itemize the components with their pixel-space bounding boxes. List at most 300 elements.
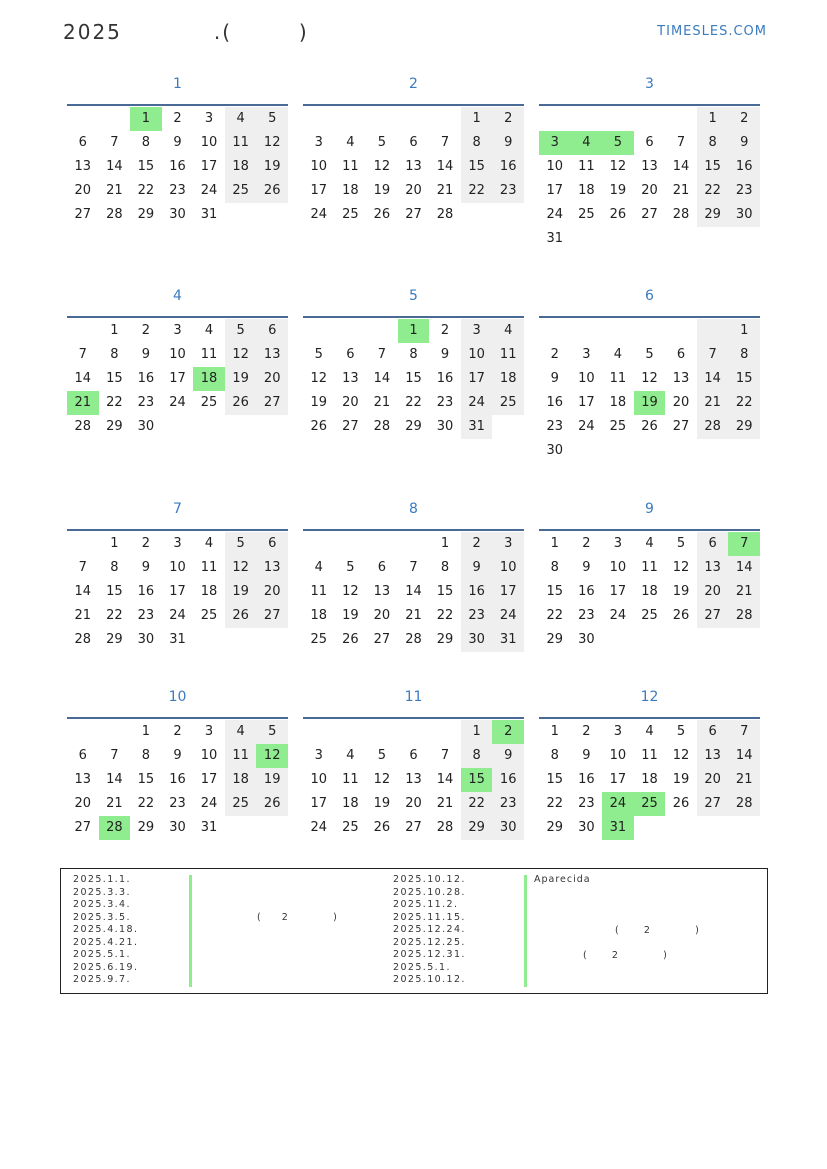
empty-cell bbox=[225, 628, 257, 652]
day-cell: 20 bbox=[74, 796, 92, 811]
month-rule bbox=[303, 529, 524, 531]
day-cell: 26 bbox=[256, 179, 288, 203]
day-cell: 13 bbox=[373, 584, 391, 599]
day-cell: 31 bbox=[461, 415, 493, 439]
day-cell: 24 bbox=[546, 207, 564, 222]
day-cell: 25 bbox=[342, 820, 359, 835]
day-cell: 23 bbox=[492, 179, 524, 203]
day-cell: 10 bbox=[310, 772, 328, 787]
empty-cell bbox=[634, 227, 666, 251]
legend-date: 2025.3.3. bbox=[73, 886, 131, 898]
day-cell: 18 bbox=[193, 367, 225, 391]
day-cell: 22 bbox=[461, 792, 493, 816]
month-rule bbox=[303, 104, 524, 106]
empty-cell bbox=[571, 227, 603, 251]
day-cell: 12 bbox=[310, 371, 328, 386]
day-cell: 15 bbox=[546, 772, 564, 787]
day-cell: 1 bbox=[461, 720, 493, 744]
day-cell: 29 bbox=[106, 419, 123, 434]
empty-cell bbox=[697, 628, 729, 652]
day-cell: 7 bbox=[676, 135, 686, 150]
empty-cell bbox=[398, 107, 430, 131]
day-cell: 16 bbox=[728, 155, 760, 179]
day-cell: 24 bbox=[602, 792, 634, 816]
day-cell: 30 bbox=[169, 207, 186, 222]
day-cell: 24 bbox=[461, 391, 493, 415]
day-cell: 9 bbox=[582, 560, 591, 575]
day-cell: 24 bbox=[310, 207, 328, 222]
day-cell: 21 bbox=[373, 395, 391, 410]
day-cell: 3 bbox=[613, 724, 623, 739]
day-cell: 8 bbox=[461, 744, 493, 768]
day-cell: 15 bbox=[106, 584, 123, 599]
empty-cell bbox=[665, 628, 697, 652]
day-cell: 30 bbox=[546, 443, 564, 458]
day-cell: 12 bbox=[225, 556, 257, 580]
day-cell: 1 bbox=[550, 724, 559, 739]
day-cell: 31 bbox=[169, 632, 186, 647]
day-cell: 26 bbox=[672, 796, 690, 811]
day-cell: 10 bbox=[546, 159, 564, 174]
day-cell: 28 bbox=[728, 604, 760, 628]
day-cell: 1 bbox=[110, 323, 119, 338]
day-cell: 26 bbox=[641, 419, 658, 434]
day-cell: 5 bbox=[377, 135, 387, 150]
day-cell: 21 bbox=[436, 796, 454, 811]
day-cell: 19 bbox=[225, 367, 257, 391]
day-cell: 13 bbox=[697, 744, 729, 768]
day-cell: 27 bbox=[256, 391, 288, 415]
day-cell: 12 bbox=[256, 131, 288, 155]
day-cell: 24 bbox=[169, 608, 186, 623]
day-cell: 25 bbox=[641, 608, 658, 623]
legend-date: 2025.12.24. bbox=[393, 924, 466, 935]
day-cell: 11 bbox=[609, 371, 627, 386]
day-cell: 20 bbox=[641, 183, 658, 198]
day-cell: 3 bbox=[539, 131, 571, 155]
day-cell: 18 bbox=[578, 183, 595, 198]
day-cell: 17 bbox=[169, 371, 186, 386]
day-cell: 16 bbox=[169, 772, 186, 787]
day-cell: 17 bbox=[461, 367, 493, 391]
day-cell: 19 bbox=[373, 183, 391, 198]
day-cell: 6 bbox=[256, 319, 288, 343]
day-cell: 23 bbox=[436, 395, 454, 410]
day-cell: 18 bbox=[310, 608, 328, 623]
day-grid bbox=[303, 319, 524, 439]
month-6 bbox=[539, 282, 760, 463]
month-name: 1 bbox=[173, 76, 182, 92]
day-cell: 6 bbox=[78, 748, 87, 763]
empty-cell bbox=[99, 107, 131, 131]
empty-cell bbox=[728, 227, 760, 251]
day-cell: 30 bbox=[169, 820, 186, 835]
day-cell: 6 bbox=[377, 560, 387, 575]
day-cell: 9 bbox=[492, 744, 524, 768]
legend-date: 2025.1.1. bbox=[73, 874, 131, 885]
legend-date: 2025.6.19. bbox=[73, 961, 139, 973]
day-cell: 18 bbox=[492, 367, 524, 391]
empty-cell bbox=[634, 628, 666, 652]
empty-cell bbox=[571, 319, 603, 343]
month-8 bbox=[303, 495, 524, 652]
day-cell: 10 bbox=[578, 371, 595, 386]
month-5 bbox=[303, 282, 524, 439]
day-cell: 27 bbox=[373, 632, 391, 647]
day-cell: 9 bbox=[173, 748, 182, 763]
day-cell: 26 bbox=[310, 419, 328, 434]
empty-cell bbox=[256, 415, 288, 439]
day-cell: 28 bbox=[728, 792, 760, 816]
day-cell: 2 bbox=[141, 323, 151, 338]
day-cell: 5 bbox=[225, 532, 257, 556]
day-cell: 5 bbox=[676, 724, 686, 739]
day-cell: 15 bbox=[461, 768, 493, 792]
empty-cell bbox=[634, 319, 666, 343]
day-cell: 29 bbox=[436, 632, 454, 647]
month-4 bbox=[67, 282, 288, 439]
day-cell: 22 bbox=[137, 796, 155, 811]
empty-cell bbox=[602, 319, 634, 343]
day-cell: 16 bbox=[546, 395, 564, 410]
day-cell: 21 bbox=[728, 580, 760, 604]
day-cell: 13 bbox=[405, 159, 422, 174]
day-cell: 25 bbox=[342, 207, 359, 222]
day-cell: 23 bbox=[169, 796, 186, 811]
day-cell: 27 bbox=[342, 419, 359, 434]
day-cell: 24 bbox=[492, 604, 524, 628]
day-cell: 19 bbox=[609, 183, 627, 198]
day-cell: 19 bbox=[672, 772, 690, 787]
day-cell: 9 bbox=[461, 556, 493, 580]
empty-cell bbox=[665, 319, 697, 343]
empty-cell bbox=[303, 720, 335, 744]
day-cell: 6 bbox=[256, 532, 288, 556]
day-cell: 16 bbox=[578, 772, 595, 787]
day-cell: 25 bbox=[634, 792, 666, 816]
month-name: 9 bbox=[645, 501, 654, 517]
day-cell: 9 bbox=[173, 135, 182, 150]
legend-left-note: ( 2 ) bbox=[257, 912, 338, 923]
day-cell: 21 bbox=[672, 183, 690, 198]
day-cell: 16 bbox=[492, 768, 524, 792]
month-name: 2 bbox=[409, 76, 418, 92]
day-cell: 18 bbox=[641, 584, 658, 599]
day-cell: 25 bbox=[609, 419, 627, 434]
day-cell: 26 bbox=[225, 391, 257, 415]
day-cell: 16 bbox=[137, 371, 155, 386]
day-cell: 25 bbox=[225, 179, 257, 203]
day-cell: 28 bbox=[99, 816, 131, 840]
day-cell: 12 bbox=[373, 159, 391, 174]
day-cell: 14 bbox=[106, 159, 123, 174]
day-cell: 5 bbox=[602, 131, 634, 155]
day-cell: 14 bbox=[106, 772, 123, 787]
day-cell: 22 bbox=[728, 391, 760, 415]
day-cell: 13 bbox=[256, 556, 288, 580]
day-cell: 29 bbox=[137, 820, 155, 835]
legend-right-dates bbox=[393, 874, 466, 987]
day-cell: 6 bbox=[676, 347, 686, 362]
empty-cell bbox=[225, 203, 257, 227]
day-cell: 2 bbox=[141, 536, 151, 551]
day-cell: 21 bbox=[728, 768, 760, 792]
month-name: 8 bbox=[409, 501, 418, 517]
day-cell: 3 bbox=[582, 347, 591, 362]
day-cell: 21 bbox=[67, 391, 99, 415]
legend-date: 2025.4.21. bbox=[73, 936, 139, 948]
day-cell: 5 bbox=[256, 107, 288, 131]
day-cell: 28 bbox=[436, 207, 454, 222]
empty-cell bbox=[366, 107, 398, 131]
day-cell: 15 bbox=[546, 584, 564, 599]
day-cell: 11 bbox=[342, 772, 359, 787]
day-cell: 20 bbox=[342, 395, 359, 410]
day-cell: 30 bbox=[578, 632, 595, 647]
day-cell: 1 bbox=[461, 107, 493, 131]
empty-cell bbox=[335, 532, 367, 556]
day-cell: 13 bbox=[697, 556, 729, 580]
day-cell: 6 bbox=[409, 748, 418, 763]
day-cell: 10 bbox=[200, 135, 218, 150]
day-cell: 2 bbox=[582, 536, 591, 551]
empty-cell bbox=[634, 107, 666, 131]
day-cell: 10 bbox=[200, 748, 218, 763]
day-cell: 12 bbox=[609, 159, 627, 174]
day-cell: 14 bbox=[436, 772, 454, 787]
day-cell: 4 bbox=[346, 135, 355, 150]
day-cell: 14 bbox=[728, 556, 760, 580]
day-cell: 31 bbox=[492, 628, 524, 652]
day-cell: 7 bbox=[377, 347, 387, 362]
day-cell: 6 bbox=[697, 720, 729, 744]
site-brand[interactable]: TIMESLES.COM bbox=[657, 24, 767, 39]
day-cell: 31 bbox=[546, 231, 564, 246]
day-cell: 28 bbox=[405, 632, 422, 647]
legend-date: 2025.10.28. bbox=[393, 886, 466, 898]
day-cell: 11 bbox=[200, 347, 218, 362]
day-cell: 25 bbox=[225, 792, 257, 816]
day-cell: 27 bbox=[256, 604, 288, 628]
day-grid bbox=[67, 107, 288, 227]
day-cell: 8 bbox=[461, 131, 493, 155]
month-rule bbox=[303, 717, 524, 719]
day-cell: 3 bbox=[314, 135, 323, 150]
day-cell: 5 bbox=[225, 319, 257, 343]
empty-cell bbox=[335, 319, 367, 343]
legend-date: 2025.4.18. bbox=[73, 924, 139, 935]
day-cell: 16 bbox=[492, 155, 524, 179]
day-cell: 20 bbox=[672, 395, 690, 410]
holiday-legend bbox=[60, 868, 768, 994]
day-cell: 27 bbox=[405, 820, 422, 835]
day-cell: 7 bbox=[440, 748, 450, 763]
day-cell: 28 bbox=[74, 632, 92, 647]
day-cell: 22 bbox=[436, 608, 454, 623]
day-cell: 3 bbox=[173, 536, 182, 551]
empty-cell bbox=[492, 415, 524, 439]
day-cell: 28 bbox=[672, 207, 690, 222]
day-cell: 27 bbox=[74, 207, 92, 222]
day-cell: 19 bbox=[634, 391, 666, 415]
day-cell: 30 bbox=[728, 203, 760, 227]
empty-cell bbox=[225, 415, 257, 439]
day-cell: 22 bbox=[546, 796, 564, 811]
day-cell: 10 bbox=[310, 159, 328, 174]
day-cell: 2 bbox=[492, 107, 524, 131]
day-cell: 7 bbox=[78, 347, 87, 362]
day-cell: 24 bbox=[200, 183, 218, 198]
day-cell: 8 bbox=[409, 347, 418, 362]
empty-cell bbox=[665, 107, 697, 131]
day-cell: 2 bbox=[440, 323, 450, 338]
day-cell: 13 bbox=[405, 772, 422, 787]
day-cell: 1 bbox=[110, 536, 119, 551]
empty-cell bbox=[602, 439, 634, 463]
day-cell: 4 bbox=[204, 536, 214, 551]
day-cell: 11 bbox=[310, 584, 328, 599]
empty-cell bbox=[728, 439, 760, 463]
day-cell: 30 bbox=[461, 628, 493, 652]
day-cell: 20 bbox=[405, 796, 422, 811]
day-grid bbox=[67, 720, 288, 840]
day-cell: 10 bbox=[492, 556, 524, 580]
day-cell: 11 bbox=[200, 560, 218, 575]
empty-cell bbox=[634, 816, 666, 840]
legend-date: 2025.11.2. bbox=[393, 899, 459, 910]
day-cell: 25 bbox=[200, 608, 218, 623]
day-cell: 16 bbox=[436, 371, 454, 386]
day-cell: 20 bbox=[256, 580, 288, 604]
day-cell: 17 bbox=[200, 772, 218, 787]
day-cell: 2 bbox=[728, 107, 760, 131]
day-cell: 4 bbox=[225, 720, 257, 744]
day-cell: 17 bbox=[169, 584, 186, 599]
empty-cell bbox=[728, 816, 760, 840]
day-cell: 29 bbox=[546, 820, 564, 835]
legend-date: 2025.12.25. bbox=[393, 936, 466, 948]
day-cell: 8 bbox=[728, 343, 760, 367]
day-cell: 13 bbox=[672, 371, 690, 386]
month-name: 4 bbox=[173, 288, 182, 304]
day-cell: 29 bbox=[405, 419, 422, 434]
month-rule bbox=[303, 316, 524, 318]
day-cell: 13 bbox=[256, 343, 288, 367]
empty-cell bbox=[665, 227, 697, 251]
month-rule bbox=[539, 316, 760, 318]
day-cell: 22 bbox=[546, 608, 564, 623]
month-rule bbox=[67, 529, 288, 531]
day-cell: 7 bbox=[440, 135, 450, 150]
day-cell: 6 bbox=[346, 347, 355, 362]
day-cell: 25 bbox=[578, 207, 595, 222]
day-cell: 18 bbox=[609, 395, 627, 410]
day-cell: 7 bbox=[728, 532, 760, 556]
month-9 bbox=[539, 495, 760, 652]
month-10 bbox=[67, 683, 288, 840]
day-cell: 22 bbox=[461, 179, 493, 203]
month-rule bbox=[67, 316, 288, 318]
legend-left-dates bbox=[73, 874, 138, 987]
day-cell: 13 bbox=[342, 371, 359, 386]
day-cell: 20 bbox=[697, 580, 729, 604]
day-cell: 17 bbox=[609, 772, 627, 787]
day-cell: 19 bbox=[310, 395, 328, 410]
legend-date: 2025.5.1. bbox=[393, 961, 451, 973]
empty-cell bbox=[256, 628, 288, 652]
day-cell: 6 bbox=[78, 135, 87, 150]
day-cell: 3 bbox=[314, 748, 323, 763]
day-cell: 11 bbox=[225, 131, 257, 155]
month-rule bbox=[539, 529, 760, 531]
empty-cell bbox=[602, 628, 634, 652]
month-7 bbox=[67, 495, 288, 652]
day-cell: 27 bbox=[405, 207, 422, 222]
day-cell: 1 bbox=[697, 107, 729, 131]
day-cell: 20 bbox=[405, 183, 422, 198]
day-cell: 23 bbox=[492, 792, 524, 816]
day-cell: 28 bbox=[697, 415, 729, 439]
day-cell: 29 bbox=[728, 415, 760, 439]
empty-cell bbox=[634, 439, 666, 463]
day-cell: 10 bbox=[461, 343, 493, 367]
day-cell: 23 bbox=[137, 608, 155, 623]
day-cell: 12 bbox=[641, 371, 658, 386]
day-cell: 17 bbox=[578, 395, 595, 410]
day-cell: 26 bbox=[672, 608, 690, 623]
day-cell: 24 bbox=[578, 419, 595, 434]
day-cell: 20 bbox=[74, 183, 92, 198]
day-cell: 6 bbox=[697, 532, 729, 556]
day-cell: 4 bbox=[314, 560, 323, 575]
day-cell: 24 bbox=[310, 820, 328, 835]
day-cell: 31 bbox=[200, 207, 218, 222]
day-cell: 19 bbox=[342, 608, 359, 623]
month-12 bbox=[539, 683, 760, 840]
day-cell: 26 bbox=[225, 604, 257, 628]
day-cell: 28 bbox=[373, 419, 391, 434]
day-cell: 13 bbox=[74, 772, 92, 787]
page-title: 2025 .( ) bbox=[63, 20, 309, 44]
day-cell: 15 bbox=[137, 772, 155, 787]
day-cell: 27 bbox=[641, 207, 658, 222]
day-cell: 23 bbox=[137, 395, 155, 410]
day-cell: 15 bbox=[436, 584, 454, 599]
empty-cell bbox=[366, 720, 398, 744]
day-cell: 25 bbox=[200, 395, 218, 410]
legend-left-bar bbox=[189, 875, 192, 987]
day-cell: 2 bbox=[492, 720, 524, 744]
day-cell: 1 bbox=[398, 319, 430, 343]
day-cell: 11 bbox=[225, 744, 257, 768]
day-cell: 17 bbox=[310, 183, 328, 198]
day-cell: 3 bbox=[204, 111, 214, 126]
day-cell: 2 bbox=[173, 111, 182, 126]
day-cell: 11 bbox=[641, 560, 658, 575]
day-cell: 9 bbox=[728, 131, 760, 155]
day-cell: 17 bbox=[200, 159, 218, 174]
day-cell: 9 bbox=[582, 748, 591, 763]
day-cell: 26 bbox=[609, 207, 627, 222]
day-cell: 27 bbox=[697, 792, 729, 816]
day-cell: 4 bbox=[346, 748, 355, 763]
day-cell: 14 bbox=[436, 159, 454, 174]
day-cell: 15 bbox=[697, 155, 729, 179]
day-cell: 14 bbox=[373, 371, 391, 386]
day-cell: 6 bbox=[645, 135, 654, 150]
day-cell: 1 bbox=[728, 319, 760, 343]
day-cell: 7 bbox=[110, 135, 119, 150]
